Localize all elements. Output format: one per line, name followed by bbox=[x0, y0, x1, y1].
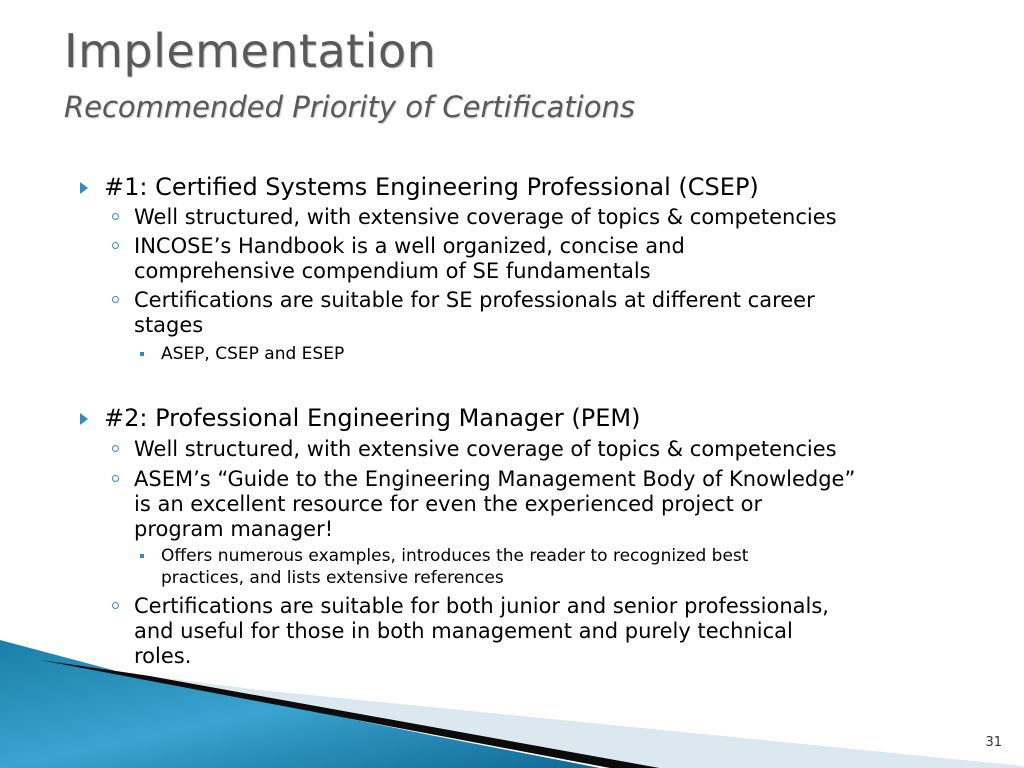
ring-bullet-icon bbox=[112, 296, 119, 303]
ring-bullet-icon bbox=[112, 445, 119, 452]
slide-title: Implementation bbox=[64, 24, 437, 78]
bullet-text: INCOSE’s Handbook is a well organized, concise and bbox=[134, 234, 685, 258]
bullet-text-continuation: program manager! bbox=[134, 517, 334, 541]
square-bullet-icon bbox=[140, 352, 144, 356]
arrow-bullet-icon bbox=[80, 182, 88, 194]
ring-bullet-icon bbox=[112, 475, 119, 482]
ring-bullet-icon bbox=[112, 602, 119, 609]
page-number: 31 bbox=[985, 735, 1002, 750]
sub-bullet-text-continuation: practices, and lists extensive references bbox=[161, 568, 504, 588]
bullet-text: Well structured, with extensive coverage of topics & competencies bbox=[134, 205, 837, 229]
bullet-text-continuation: comprehensive compendium of SE fundamentals bbox=[134, 259, 651, 283]
sub-bullet-text: ASEP, CSEP and ESEP bbox=[161, 344, 345, 364]
bullet-text-continuation: roles. bbox=[134, 644, 192, 668]
bullet-text: Well structured, with extensive coverage of topics & competencies bbox=[134, 437, 837, 461]
bullet-text-continuation: and useful for those in both management and purely technical bbox=[134, 619, 793, 643]
bullet-text: Certifications are suitable for both junior and senior professionals, bbox=[134, 594, 829, 618]
square-bullet-icon bbox=[140, 554, 144, 558]
arrow-bullet-icon bbox=[80, 413, 88, 425]
ring-bullet-icon bbox=[112, 213, 119, 220]
bullet-text: Certifications are suitable for SE professionals at different career bbox=[134, 288, 815, 312]
bullet-text-continuation: stages bbox=[134, 313, 204, 337]
section-heading: #2: Professional Engineering Manager (PEM) bbox=[104, 404, 641, 432]
section-heading: #1: Certified Systems Engineering Professional (CSEP) bbox=[104, 173, 759, 201]
sub-bullet-text: Offers numerous examples, introduces the reader to recognized best bbox=[161, 546, 749, 566]
bullet-text-continuation: is an excellent resource for even the experienced project or bbox=[134, 492, 763, 516]
ring-bullet-icon bbox=[112, 242, 119, 249]
slide-subtitle: Recommended Priority of Certifications bbox=[64, 90, 635, 124]
bullet-text: ASEM’s “Guide to the Engineering Management Body of Knowledge” bbox=[134, 467, 856, 491]
